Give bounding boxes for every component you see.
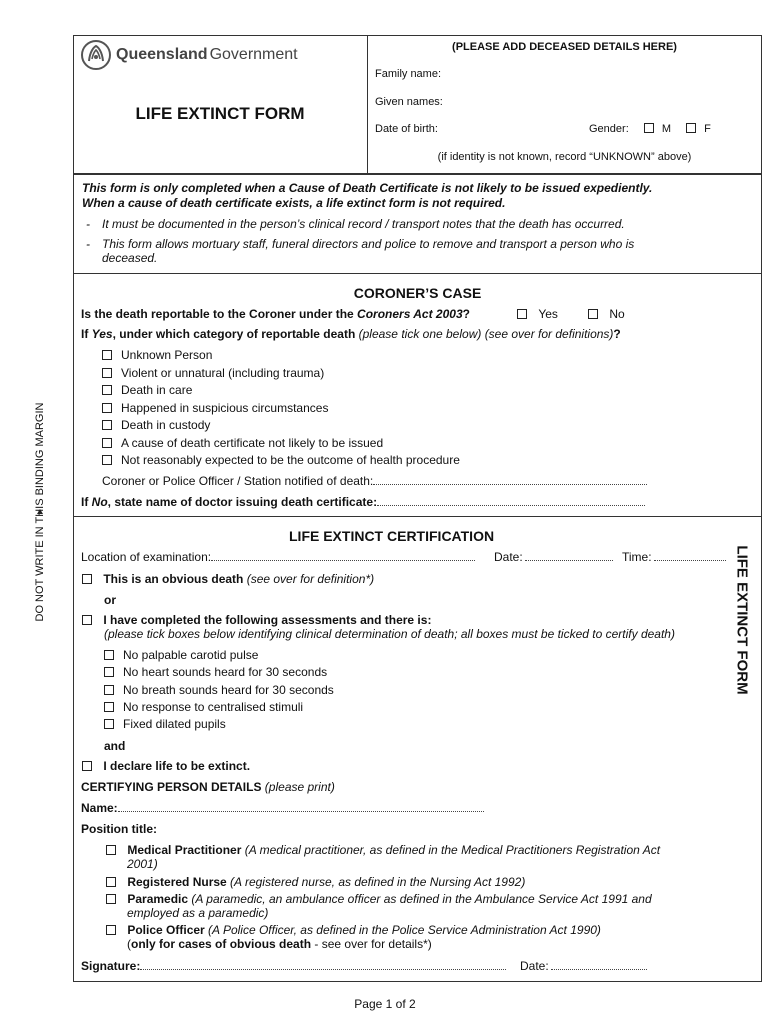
q2-mark: ? [613, 327, 621, 341]
cert-date-input-line[interactable] [525, 550, 613, 561]
name-label: Name: [81, 801, 118, 815]
assessment-item [104, 683, 334, 697]
assessment-item [104, 648, 258, 662]
position-desc: (A medical practitioner, as defined in the Medical Practitioners Registration Act [241, 843, 661, 857]
category-item [102, 366, 324, 380]
unknown-note: (if identity is not known, record “UNKNOWN” above) [437, 151, 692, 163]
assessment-item-checkbox[interactable] [104, 667, 114, 677]
deceased-heading: (PLEASE ADD DECEASED DETAILS HERE) [452, 41, 677, 53]
signature-input-line[interactable] [140, 959, 506, 970]
assessment-item-label: No palpable carotid pulse [123, 648, 259, 662]
assessment-item-checkbox[interactable] [104, 650, 114, 660]
page-number: Page 1 of 2 [354, 997, 416, 1011]
certification-heading: LIFE EXTINCT CERTIFICATION [289, 528, 495, 544]
position-desc: (A registered nurse, as defined in the Nursing Act 1992) [226, 875, 526, 889]
intro-line-1: This form is only completed when a Cause of Death Certificate is not likely to be issued expediently. [82, 181, 653, 195]
gender-m-label: M [661, 123, 672, 135]
side-form-title: LIFE EXTINCT FORM [733, 545, 751, 695]
coroner-yes-option [517, 307, 558, 321]
logo-text-light: Government [209, 46, 298, 63]
position-desc-cont: 2001) [127, 857, 158, 871]
gender-f-checkbox[interactable] [686, 123, 696, 133]
position-checkbox[interactable] [106, 925, 116, 935]
doctor-field[interactable] [81, 495, 645, 509]
bullet-dash: - [86, 237, 90, 251]
category-checkbox[interactable] [102, 438, 112, 448]
gender-f-label: F [704, 123, 711, 135]
and-text: and [104, 739, 126, 753]
intro-bullet-2-cont: deceased. [102, 251, 158, 265]
coroner-yes-checkbox[interactable] [517, 309, 527, 319]
crest-icon [80, 39, 112, 71]
category-item [102, 436, 383, 450]
assessment-item-checkbox[interactable] [104, 719, 114, 729]
location-field[interactable] [81, 550, 475, 564]
position-paramedic [106, 892, 652, 906]
certifying-heading [81, 780, 335, 794]
position-police-officer [106, 923, 601, 937]
assessment-item [104, 700, 303, 714]
no-label: No [609, 307, 625, 321]
police-note-rest: - see over for details*) [311, 937, 432, 951]
assessment-option [82, 613, 431, 627]
yes-label: Yes [538, 307, 558, 321]
bullet-1-text: It must be documented in the person’s clinical record / transport notes that the death has occurred. [102, 217, 625, 231]
q2-yes: Yes [91, 327, 113, 341]
category-item [102, 348, 212, 362]
position-checkbox[interactable] [106, 877, 116, 887]
sig-date-input-line[interactable] [551, 959, 647, 970]
category-item [102, 453, 460, 467]
position-desc: (A paramedic, an ambulance officer as defined in the Ambulance Service Act 1991 and [188, 892, 652, 906]
declare-checkbox[interactable] [82, 761, 92, 771]
coroner-no-option [588, 307, 625, 321]
q2-text: , under which category of reportable death [112, 327, 359, 341]
assessment-item-label: No response to centralised stimuli [123, 700, 304, 714]
category-checkbox[interactable] [102, 420, 112, 430]
form-title: LIFE EXTINCT FORM [135, 104, 305, 123]
obvious-death-note: (see over for definition*) [243, 572, 375, 586]
coroner-question-2 [81, 327, 621, 341]
bullet-dash: - [86, 217, 90, 231]
declare-option [82, 759, 250, 773]
arrow-up-icon [37, 509, 43, 514]
category-label: A cause of death certificate not likely to be issued [121, 436, 384, 450]
time-label: Time: [622, 550, 652, 564]
sig-date-field[interactable] [520, 959, 647, 973]
position-checkbox[interactable] [106, 845, 116, 855]
position-desc-cont: employed as a paramedic) [127, 906, 269, 920]
certifying-note: (please print) [261, 780, 335, 794]
intro-line-2: When a cause of death certificate exists, a life extinct form is not required. [82, 196, 506, 210]
category-checkbox[interactable] [102, 455, 112, 465]
category-label: Unknown Person [121, 348, 213, 362]
assessment-note: (please tick boxes below identifying clinical determination of death; all boxes must be ticked to certify death) [104, 627, 675, 641]
intro-bullet-2 [86, 237, 634, 251]
doctor-input-line[interactable] [377, 495, 645, 506]
position-registered-nurse [106, 875, 525, 889]
coroner-heading: CORONER’S CASE [353, 285, 482, 301]
declare-label: I declare life to be extinct. [103, 759, 251, 773]
q1-text: Is the death reportable to the Coroner under the [81, 307, 358, 321]
gender-field [589, 123, 711, 135]
category-item [102, 383, 192, 397]
assessment-item [104, 665, 327, 679]
qld-logo [80, 39, 298, 71]
notified-label: Coroner or Police Officer / Station notified of death: [102, 474, 374, 488]
assessment-item-checkbox[interactable] [104, 702, 114, 712]
category-label: Death in custody [121, 418, 211, 432]
obvious-death-checkbox[interactable] [82, 574, 92, 584]
police-note [127, 937, 432, 951]
category-item [102, 401, 328, 415]
coroner-no-checkbox[interactable] [588, 309, 598, 319]
category-checkbox[interactable] [102, 368, 112, 378]
divider-coroner [73, 516, 762, 517]
doctor-no: No [91, 495, 108, 509]
position-medical-practitioner [106, 843, 660, 857]
binding-margin-label: DO NOT WRITE IN THIS BINDING MARGIN [34, 402, 46, 622]
doctor-if: If [81, 495, 92, 509]
category-label: Happened in suspicious circumstances [121, 401, 329, 415]
category-checkbox[interactable] [102, 403, 112, 413]
location-label: Location of examination: [81, 550, 212, 564]
given-names-label[interactable]: Given names: [375, 96, 443, 108]
or-text: or [104, 593, 116, 607]
gender-label: Gender: [589, 123, 629, 135]
category-checkbox[interactable] [102, 385, 112, 395]
signature-field[interactable] [81, 959, 506, 973]
category-checkbox[interactable] [102, 350, 112, 360]
police-note-bold: only for cases of obvious death [131, 937, 312, 951]
category-item [102, 418, 210, 432]
assessment-item-checkbox[interactable] [104, 685, 114, 695]
gender-m-checkbox[interactable] [644, 123, 654, 133]
position-desc: (A Police Officer, as defined in the Police Service Administration Act 1990) [204, 923, 601, 937]
assessment-item-label: Fixed dilated pupils [123, 717, 226, 731]
logo-text-bold: Queensland [116, 46, 208, 63]
family-name-label[interactable]: Family name: [375, 68, 442, 80]
time-input-line[interactable] [654, 550, 726, 561]
dob-label[interactable]: Date of birth: [375, 123, 438, 135]
category-label: Violent or unnatural (including trauma) [121, 366, 325, 380]
assessment-label: I have completed the following assessments and there is: [103, 613, 432, 627]
certifying-title: CERTIFYING PERSON DETAILS [81, 780, 262, 794]
category-label: Death in care [121, 383, 193, 397]
position-title: Paramedic [127, 892, 189, 906]
coroner-question-1 [81, 307, 470, 321]
obvious-death-option [82, 572, 374, 586]
position-title: Police Officer [127, 923, 205, 937]
position-title: Registered Nurse [127, 875, 227, 889]
bullet-2-text: This form allows mortuary staff, funeral directors and police to remove and transport a person who is [102, 237, 635, 251]
name-field[interactable] [81, 801, 484, 815]
cert-date-label: Date: [494, 550, 523, 564]
position-label: Position title: [81, 822, 157, 836]
location-input-line[interactable] [211, 550, 475, 561]
doctor-label: , state name of doctor issuing death certificate: [107, 495, 378, 509]
police-note-open: ( [127, 937, 131, 951]
position-title: Medical Practitioner [127, 843, 242, 857]
q2-note: (please tick one below) (see over for definitions) [358, 327, 614, 341]
assessment-item-label: No heart sounds heard for 30 seconds [123, 665, 328, 679]
time-field[interactable] [622, 550, 726, 564]
category-label: Not reasonably expected to be the outcome of health procedure [121, 453, 460, 467]
q1-act: Coroners Act 2003 [357, 307, 463, 321]
notified-input-line[interactable] [373, 474, 647, 485]
assessment-item-label: No breath sounds heard for 30 seconds [123, 683, 334, 697]
name-input-line[interactable] [118, 801, 484, 812]
intro-bullet-1 [86, 217, 625, 231]
divider-intro [73, 273, 762, 274]
assessment-checkbox[interactable] [82, 615, 92, 625]
position-checkbox[interactable] [106, 894, 116, 904]
signature-label: Signature: [81, 959, 141, 973]
cert-date-field[interactable] [494, 550, 613, 564]
notified-field[interactable] [102, 474, 647, 488]
assessment-item [104, 717, 226, 731]
q1-mark: ? [462, 307, 470, 321]
q2-if: If [81, 327, 92, 341]
sig-date-label: Date: [520, 959, 549, 973]
obvious-death-label: This is an obvious death [103, 572, 244, 586]
